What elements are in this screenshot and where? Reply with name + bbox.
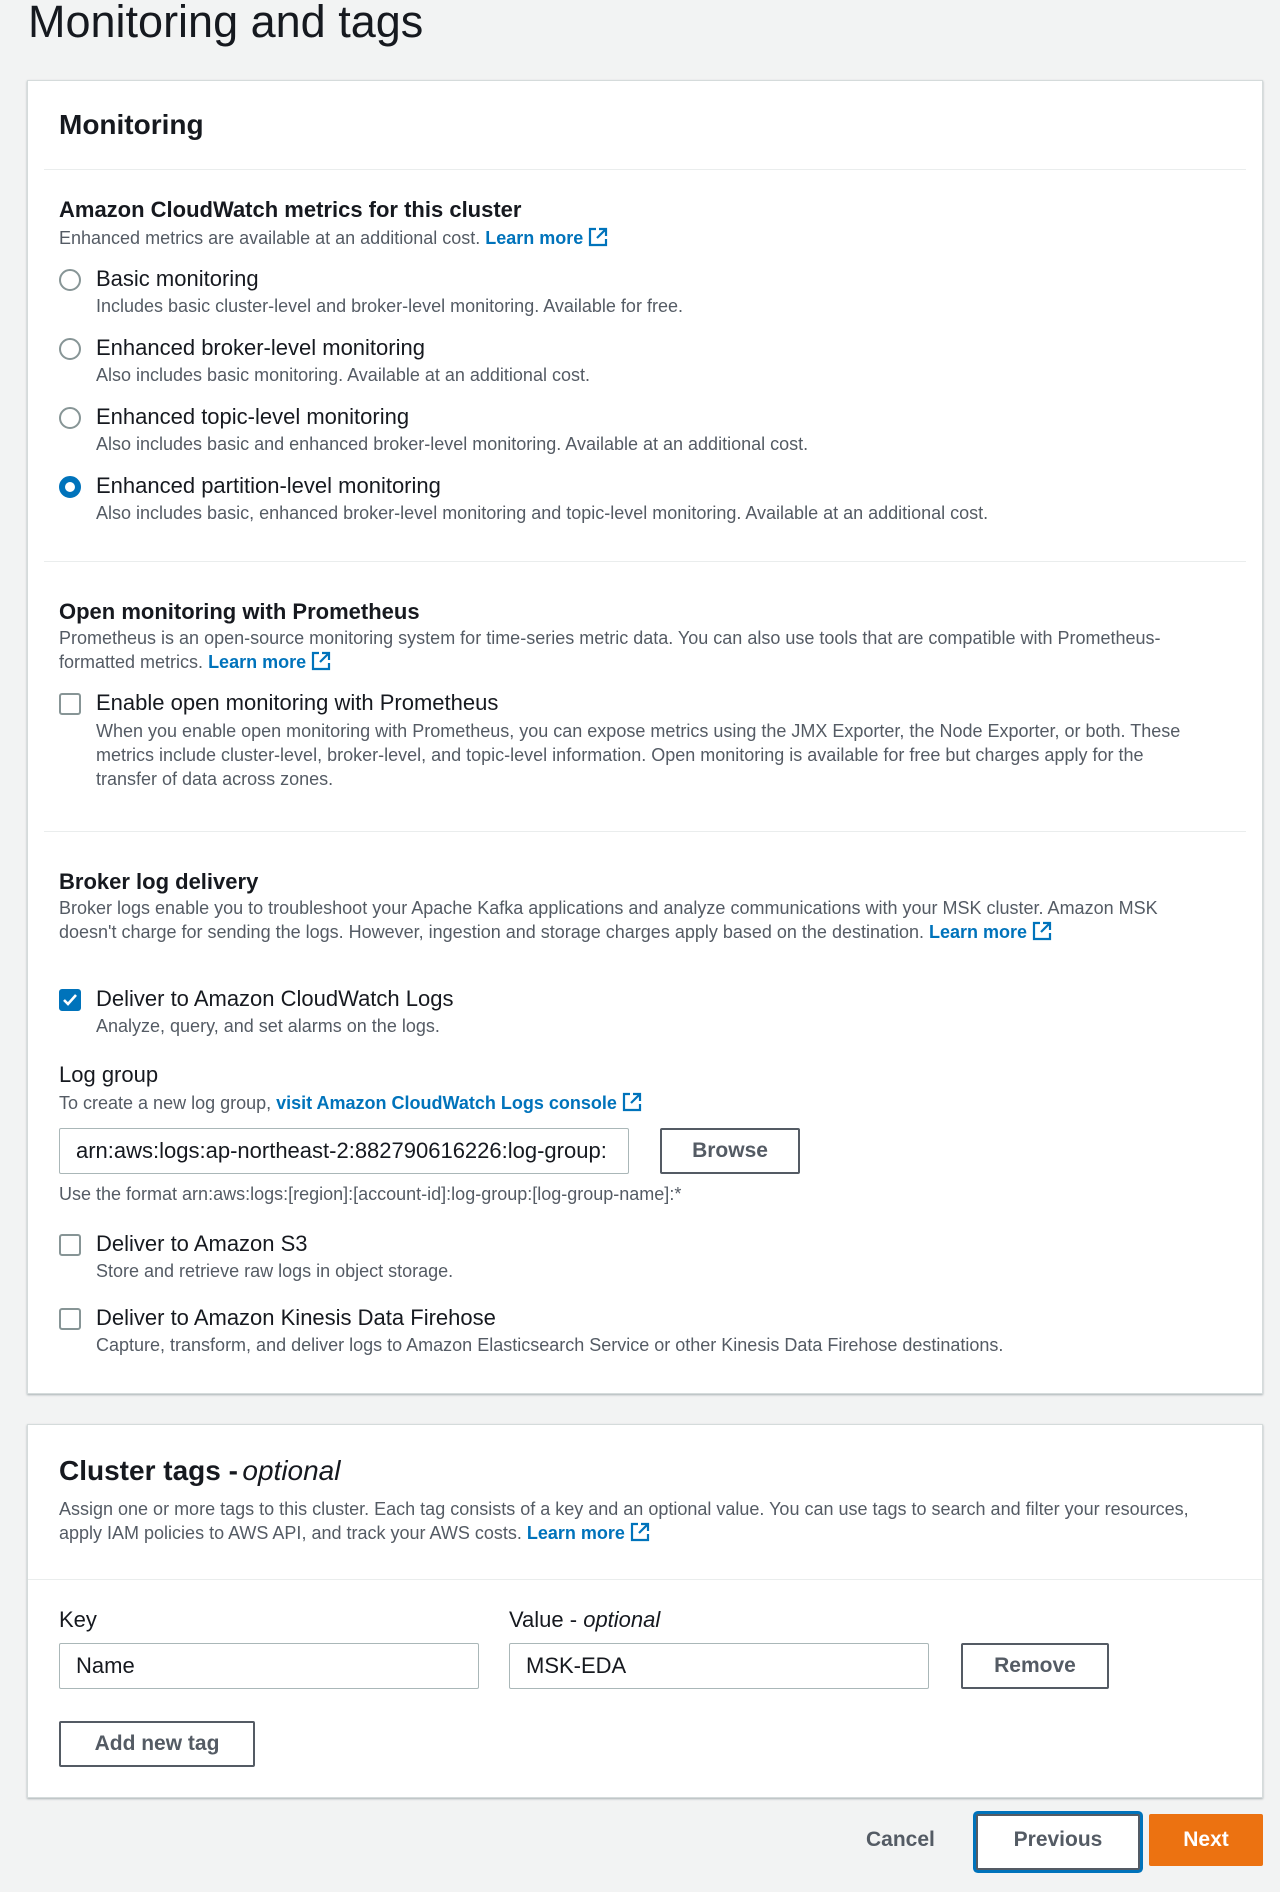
value-label-text: Value - bbox=[509, 1607, 578, 1632]
log-group-hint bbox=[59, 1091, 643, 1115]
tags-desc-line: apply IAM policies to AWS API, and track your AWS costs. bbox=[59, 1523, 522, 1543]
prometheus-desc bbox=[59, 626, 1249, 674]
log-group-input[interactable]: arn:aws:logs:ap-northeast-2:882790616226:log-group: bbox=[59, 1128, 629, 1174]
previous-button[interactable]: Previous bbox=[976, 1814, 1140, 1870]
remove-tag-button[interactable]: Remove bbox=[961, 1643, 1109, 1689]
desc-line: When you enable open monitoring with Prometheus, you can expose metrics using the JMX Exporter, the Node Exporter, or both. These bbox=[96, 721, 1181, 741]
desc-line: metrics include cluster-level, broker-level, and topic-level information. Open monitoring is available for free but charges apply for the bbox=[96, 745, 1144, 765]
cloudwatch-desc bbox=[59, 226, 609, 250]
broker-logs-learn-more-link[interactable]: Learn more bbox=[929, 922, 1028, 942]
prometheus-desc-line: formatted metrics. bbox=[59, 652, 204, 672]
firehose-checkbox[interactable] bbox=[59, 1308, 81, 1330]
prometheus-checkbox-label[interactable]: Enable open monitoring with Prometheus bbox=[96, 690, 499, 715]
cloudwatch-logs-desc: Analyze, query, and set alarms on the logs. bbox=[96, 1016, 440, 1036]
option-label[interactable]: Enhanced broker-level monitoring bbox=[96, 335, 425, 360]
tag-key-input[interactable]: Name bbox=[59, 1643, 479, 1689]
external-link-icon bbox=[1031, 920, 1053, 942]
external-link-icon bbox=[621, 1091, 643, 1113]
option-desc: Also includes basic and enhanced broker-level monitoring. Available at an additional cost. bbox=[96, 434, 809, 454]
prometheus-learn-more-link[interactable]: Learn more bbox=[208, 652, 307, 672]
cloudwatch-logs-checkbox[interactable] bbox=[59, 989, 81, 1011]
external-link-icon bbox=[587, 226, 609, 248]
s3-desc: Store and retrieve raw logs in object storage. bbox=[96, 1261, 454, 1281]
divider bbox=[44, 831, 1246, 832]
option-desc: Also includes basic monitoring. Available at an additional cost. bbox=[96, 365, 590, 385]
s3-label[interactable]: Deliver to Amazon S3 bbox=[96, 1231, 308, 1256]
tags-heading-optional: optional bbox=[242, 1455, 341, 1486]
log-group-label: Log group bbox=[59, 1062, 159, 1087]
next-button[interactable]: Next bbox=[1149, 1814, 1263, 1866]
desc-line: transfer of data across zones. bbox=[96, 769, 334, 789]
option-label[interactable]: Enhanced topic-level monitoring bbox=[96, 404, 410, 429]
value-label-optional: optional bbox=[583, 1607, 661, 1632]
value-label bbox=[509, 1607, 660, 1633]
cloudwatch-title: Amazon CloudWatch metrics for this cluster bbox=[59, 197, 522, 222]
broker-desc-line: doesn't charge for sending the logs. However, ingestion and storage charges apply based on the destination. bbox=[59, 922, 925, 942]
page-title: Monitoring and tags bbox=[28, 0, 424, 47]
tags-header bbox=[59, 1455, 340, 1487]
external-link-icon bbox=[310, 650, 332, 672]
radio-basic-monitoring[interactable] bbox=[59, 269, 81, 291]
add-new-tag-button[interactable]: Add new tag bbox=[59, 1721, 255, 1767]
browse-button[interactable]: Browse bbox=[660, 1128, 800, 1174]
radio-enhanced-partition-monitoring[interactable] bbox=[59, 476, 81, 498]
option-desc: Includes basic cluster-level and broker-level monitoring. Available for free. bbox=[96, 296, 683, 316]
cluster-tags-panel bbox=[27, 1424, 1263, 1798]
tag-value-input[interactable]: MSK-EDA bbox=[509, 1643, 929, 1689]
prometheus-title: Open monitoring with Prometheus bbox=[59, 599, 420, 624]
checkmark-icon bbox=[61, 991, 79, 1009]
tags-desc-line: Assign one or more tags to this cluster. Each tag consists of a key and an optional value. You can use tags to search and filter your resources, bbox=[59, 1499, 1189, 1519]
panel-header bbox=[59, 109, 204, 141]
cloudwatch-desc-text: Enhanced metrics are available at an additional cost. bbox=[59, 228, 481, 248]
monitoring-heading: Monitoring bbox=[59, 109, 204, 140]
prometheus-checkbox-desc bbox=[96, 719, 1256, 791]
tags-heading: Cluster tags - bbox=[59, 1455, 238, 1486]
firehose-label[interactable]: Deliver to Amazon Kinesis Data Firehose bbox=[96, 1305, 496, 1330]
external-link-icon bbox=[629, 1521, 651, 1543]
tags-learn-more-link[interactable]: Learn more bbox=[526, 1523, 625, 1543]
divider bbox=[44, 561, 1246, 562]
option-desc: Also includes basic, enhanced broker-level monitoring and topic-level monitoring. Available at an additional cost. bbox=[96, 503, 989, 523]
firehose-desc: Capture, transform, and deliver logs to Amazon Elasticsearch Service or other Kinesis Data Firehose destinations. bbox=[96, 1335, 1004, 1355]
log-group-format-hint: Use the format arn:aws:logs:[region]:[account-id]:log-group:[log-group-name]:* bbox=[59, 1184, 682, 1204]
divider bbox=[44, 169, 1246, 170]
prometheus-desc-line: Prometheus is an open-source monitoring system for time-series metric data. You can also use tools that are compatible with Prometheus- bbox=[59, 628, 1161, 648]
broker-logs-title: Broker log delivery bbox=[59, 869, 259, 894]
log-group-hint-text: To create a new log group, bbox=[59, 1093, 272, 1113]
option-label[interactable]: Enhanced partition-level monitoring bbox=[96, 473, 441, 498]
radio-enhanced-topic-monitoring[interactable] bbox=[59, 407, 81, 429]
s3-checkbox[interactable] bbox=[59, 1234, 81, 1256]
prometheus-checkbox[interactable] bbox=[59, 693, 81, 715]
cancel-button[interactable]: Cancel bbox=[866, 1828, 935, 1851]
cloudwatch-logs-label[interactable]: Deliver to Amazon CloudWatch Logs bbox=[96, 986, 454, 1011]
broker-desc-line: Broker logs enable you to troubleshoot your Apache Kafka applications and analyze communications with your MSK cluster. Amazon MSK bbox=[59, 898, 1158, 918]
radio-enhanced-broker-monitoring[interactable] bbox=[59, 338, 81, 360]
cloudwatch-console-link[interactable]: visit Amazon CloudWatch Logs console bbox=[276, 1093, 617, 1113]
broker-logs-desc bbox=[59, 896, 1249, 944]
divider bbox=[28, 1579, 1262, 1580]
cloudwatch-learn-more-link[interactable]: Learn more bbox=[485, 228, 584, 248]
tags-desc bbox=[59, 1497, 1249, 1545]
key-label: Key bbox=[59, 1607, 97, 1632]
option-label[interactable]: Basic monitoring bbox=[96, 266, 259, 291]
monitoring-panel bbox=[27, 80, 1263, 1394]
